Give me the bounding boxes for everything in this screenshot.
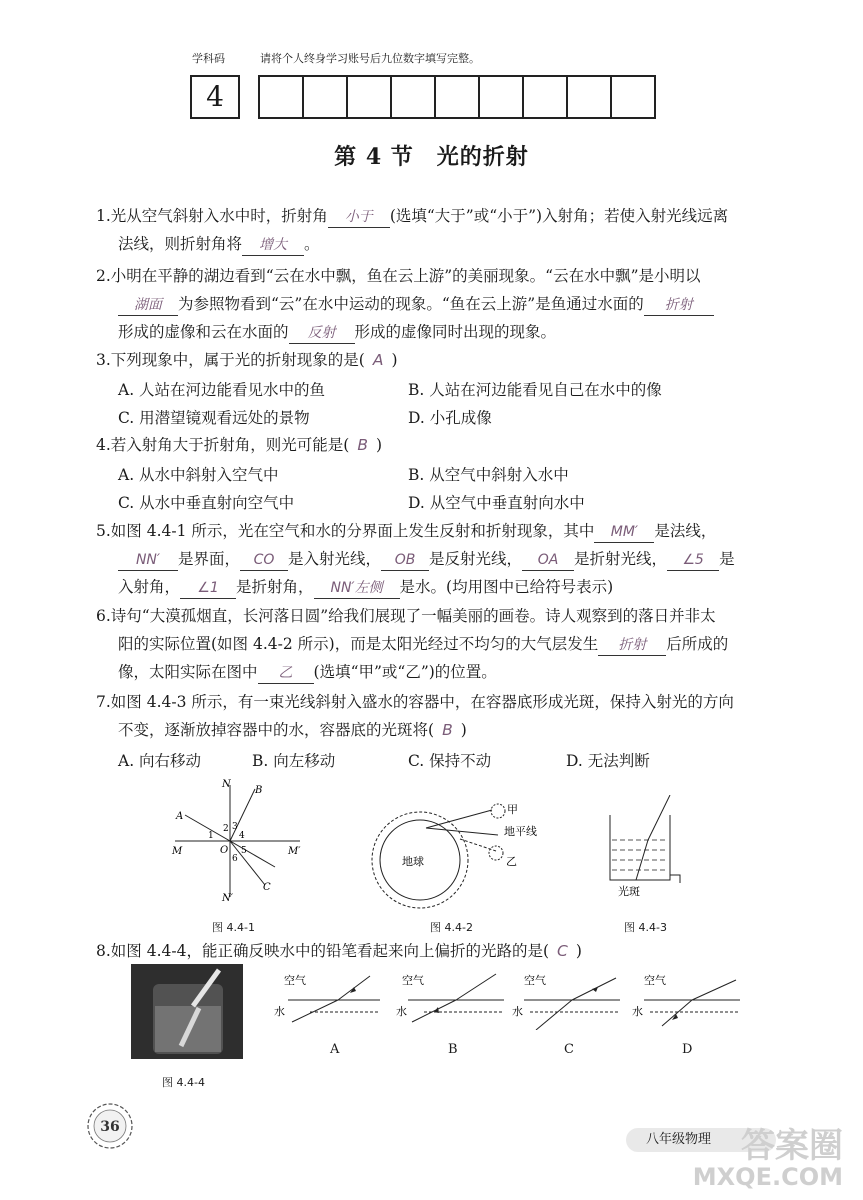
- question-3-option-a: A. 人站在河边能看见水中的鱼: [118, 381, 326, 399]
- question-3-option-c: C. 用潜望镜观看远处的景物: [118, 409, 310, 427]
- question-2-line-2: 湖面 为参照物看到“云”在水中运动的现象。“鱼在云上游”是鱼通过水面的 折射: [118, 294, 714, 316]
- section-title: 第 4 节 光的折射: [334, 144, 529, 170]
- option-a-label: A: [330, 1042, 340, 1057]
- answer-blank: 乙: [258, 663, 314, 684]
- label-b: B: [255, 785, 263, 796]
- question-8-stem: 8.如图 4.4-4，能正确反映水中的铅笔看起来向上偏折的光路的是( C ): [96, 942, 582, 960]
- water-label: 水: [512, 1005, 523, 1018]
- jia-label: 甲: [507, 803, 518, 816]
- answer-blank: 小于: [328, 207, 390, 228]
- question-1-line-1: 1.光从空气斜射入水中时，折射角 小于 (选填“大于”或“小于”)入射角；若使入射光线远离: [96, 206, 728, 228]
- angle-5: 5: [241, 846, 247, 856]
- water-label: 水: [632, 1005, 643, 1018]
- angle-6: 6: [232, 854, 238, 864]
- answer-blank: CO: [240, 550, 288, 571]
- page-number: 36: [100, 1119, 120, 1135]
- question-4-option-b: B. 从空气中斜射入水中: [408, 466, 569, 484]
- label-o: O: [220, 845, 229, 856]
- angle-3: 3: [232, 822, 238, 832]
- water-label: 水: [396, 1005, 407, 1018]
- answer-blank: MM′: [594, 522, 654, 543]
- question-4-option-c: C. 从水中垂直射向空气中: [118, 494, 295, 512]
- question-6-line-2: 阳的实际位置(如图 4.4-2 所示)，而是太阳光经过不均匀的大气层发生 折射 后所成的: [118, 634, 728, 656]
- figure-4-4-1-diagram: [160, 775, 320, 905]
- question-2-line-3: 形成的虚像和云在水面的 反射 形成的虚像同时出现的现象。: [118, 322, 556, 344]
- question-3-stem: 3.下列现象中，属于光的折射现象的是( A ): [96, 351, 398, 369]
- watermark: [693, 1128, 843, 1190]
- answer-blank: 反射: [289, 323, 355, 344]
- answer-blank: OB: [381, 550, 429, 571]
- digit-box[interactable]: [610, 75, 656, 119]
- question-4-option-d: D. 从空气中垂直射向水中: [408, 494, 585, 512]
- answer-blank: 折射: [598, 635, 666, 656]
- subject-code-label: 学科码: [192, 52, 225, 65]
- digit-box[interactable]: [258, 75, 304, 119]
- question-7-option-d: D. 无法判断: [566, 752, 650, 770]
- figure-4-4-2-diagram: [370, 795, 560, 910]
- digit-box[interactable]: [302, 75, 348, 119]
- option-a-diagram: [270, 970, 390, 1057]
- answer-blank: 折射: [644, 295, 714, 316]
- answer-blank: 湖面: [118, 295, 178, 316]
- label-n: N: [222, 779, 231, 790]
- option-b-label: B: [448, 1042, 458, 1057]
- option-b-diagram: [394, 970, 514, 1057]
- angle-4: 4: [239, 831, 245, 841]
- question-5-line-2: NN′ 是界面， CO 是入射光线， OB 是反射光线， OA 是折射光线， ∠5 是: [118, 549, 735, 571]
- question-7-line-2: 不变，逐渐放掉容器中的水，容器底的光斑将( B ): [118, 721, 467, 739]
- page-number-badge: [84, 1100, 136, 1152]
- answer-blank: ∠1: [180, 578, 236, 599]
- label-a: A: [176, 811, 184, 822]
- question-4-stem: 4.若入射角大于折射角，则光可能是( B ): [96, 436, 383, 454]
- option-c-diagram: [510, 970, 630, 1057]
- air-label: 空气: [402, 974, 424, 987]
- question-2-line-1: 2.小明在平静的湖边看到“云在水中飘，鱼在云上游”的美丽现象。“云在水中飘”是小明以: [96, 267, 701, 285]
- answer-blank: NN′: [118, 550, 178, 571]
- option-d-diagram: [630, 970, 750, 1057]
- angle-2: 2: [223, 824, 229, 834]
- question-7-option-a: A. 向右移动: [118, 752, 202, 770]
- air-label: 空气: [644, 974, 666, 987]
- water-label: 水: [274, 1005, 285, 1018]
- question-7-option-b: B. 向左移动: [252, 752, 336, 770]
- light-spot-label: 光斑: [618, 885, 640, 898]
- question-7-option-c: C. 保持不动: [408, 752, 492, 770]
- horizon-label: 地平线: [504, 825, 537, 838]
- digit-box[interactable]: [566, 75, 612, 119]
- digit-box[interactable]: [390, 75, 436, 119]
- question-1-line-2: 法线，则折射角将 增大 。: [118, 234, 320, 256]
- answer-blank: ∠5: [667, 550, 719, 571]
- answer-blank: 增大: [242, 235, 304, 256]
- digit-box[interactable]: [346, 75, 392, 119]
- earth-label: 地球: [402, 855, 424, 868]
- figure-4-4-3-caption: 图 4.4-3: [624, 921, 667, 934]
- digit-box[interactable]: [434, 75, 480, 119]
- label-m-prime: M′: [288, 846, 301, 857]
- option-c-label: C: [564, 1042, 574, 1057]
- question-5-line-1: 5.如图 4.4-1 所示，光在空气和水的分界面上发生反射和折射现象，其中 MM′ 是法线，: [96, 521, 716, 543]
- label-c: C: [263, 882, 271, 893]
- digit-box[interactable]: [522, 75, 568, 119]
- watermark-line-1: 答案圈: [741, 1126, 843, 1166]
- account-digit-boxes: [258, 75, 654, 119]
- question-3-option-d: D. 小孔成像: [408, 409, 492, 427]
- watermark-line-2: MXQE.COM: [692, 1163, 843, 1191]
- question-5-line-3: 入射角， ∠1 是折射角， NN′左侧 是水。(均用图中已给符号表示): [118, 577, 613, 599]
- question-7-line-1: 7.如图 4.4-3 所示，有一束光线斜射入盛水的容器中，在容器底形成光斑，保持入射光的方向: [96, 693, 734, 711]
- air-label: 空气: [524, 974, 546, 987]
- digit-box[interactable]: [478, 75, 524, 119]
- answer-blank: NN′左侧: [314, 578, 400, 599]
- figure-4-4-2-caption: 图 4.4-2: [430, 921, 473, 934]
- label-m: M: [172, 846, 183, 857]
- angle-1: 1: [208, 831, 214, 841]
- figure-4-4-3-diagram: [600, 795, 690, 905]
- option-d-label: D: [682, 1042, 693, 1057]
- pencil-in-water-photo: [131, 964, 243, 1059]
- yi-label: 乙: [506, 855, 517, 868]
- label-n-prime: N′: [222, 893, 234, 904]
- subject-code-box: 4: [190, 75, 240, 119]
- question-4-option-a: A. 从水中斜射入空气中: [118, 466, 279, 484]
- book-label: 八年级物理: [626, 1128, 776, 1152]
- account-instruction: 请将个人终身学习账号后九位数字填写完整。: [260, 52, 480, 65]
- figure-4-4-4-caption: 图 4.4-4: [162, 1076, 205, 1089]
- figure-4-4-1-caption: 图 4.4-1: [212, 921, 255, 934]
- question-6-line-1: 6.诗句“大漠孤烟直，长河落日圆”给我们展现了一幅美丽的画卷。诗人观察到的落日并非太: [96, 607, 716, 625]
- answer-blank: OA: [522, 550, 574, 571]
- air-label: 空气: [284, 974, 306, 987]
- question-3-option-b: B. 人站在河边能看见自己在水中的像: [408, 381, 662, 399]
- question-6-line-3: 像，太阳实际在图中 乙 (选填“甲”或“乙”)的位置。: [118, 662, 497, 684]
